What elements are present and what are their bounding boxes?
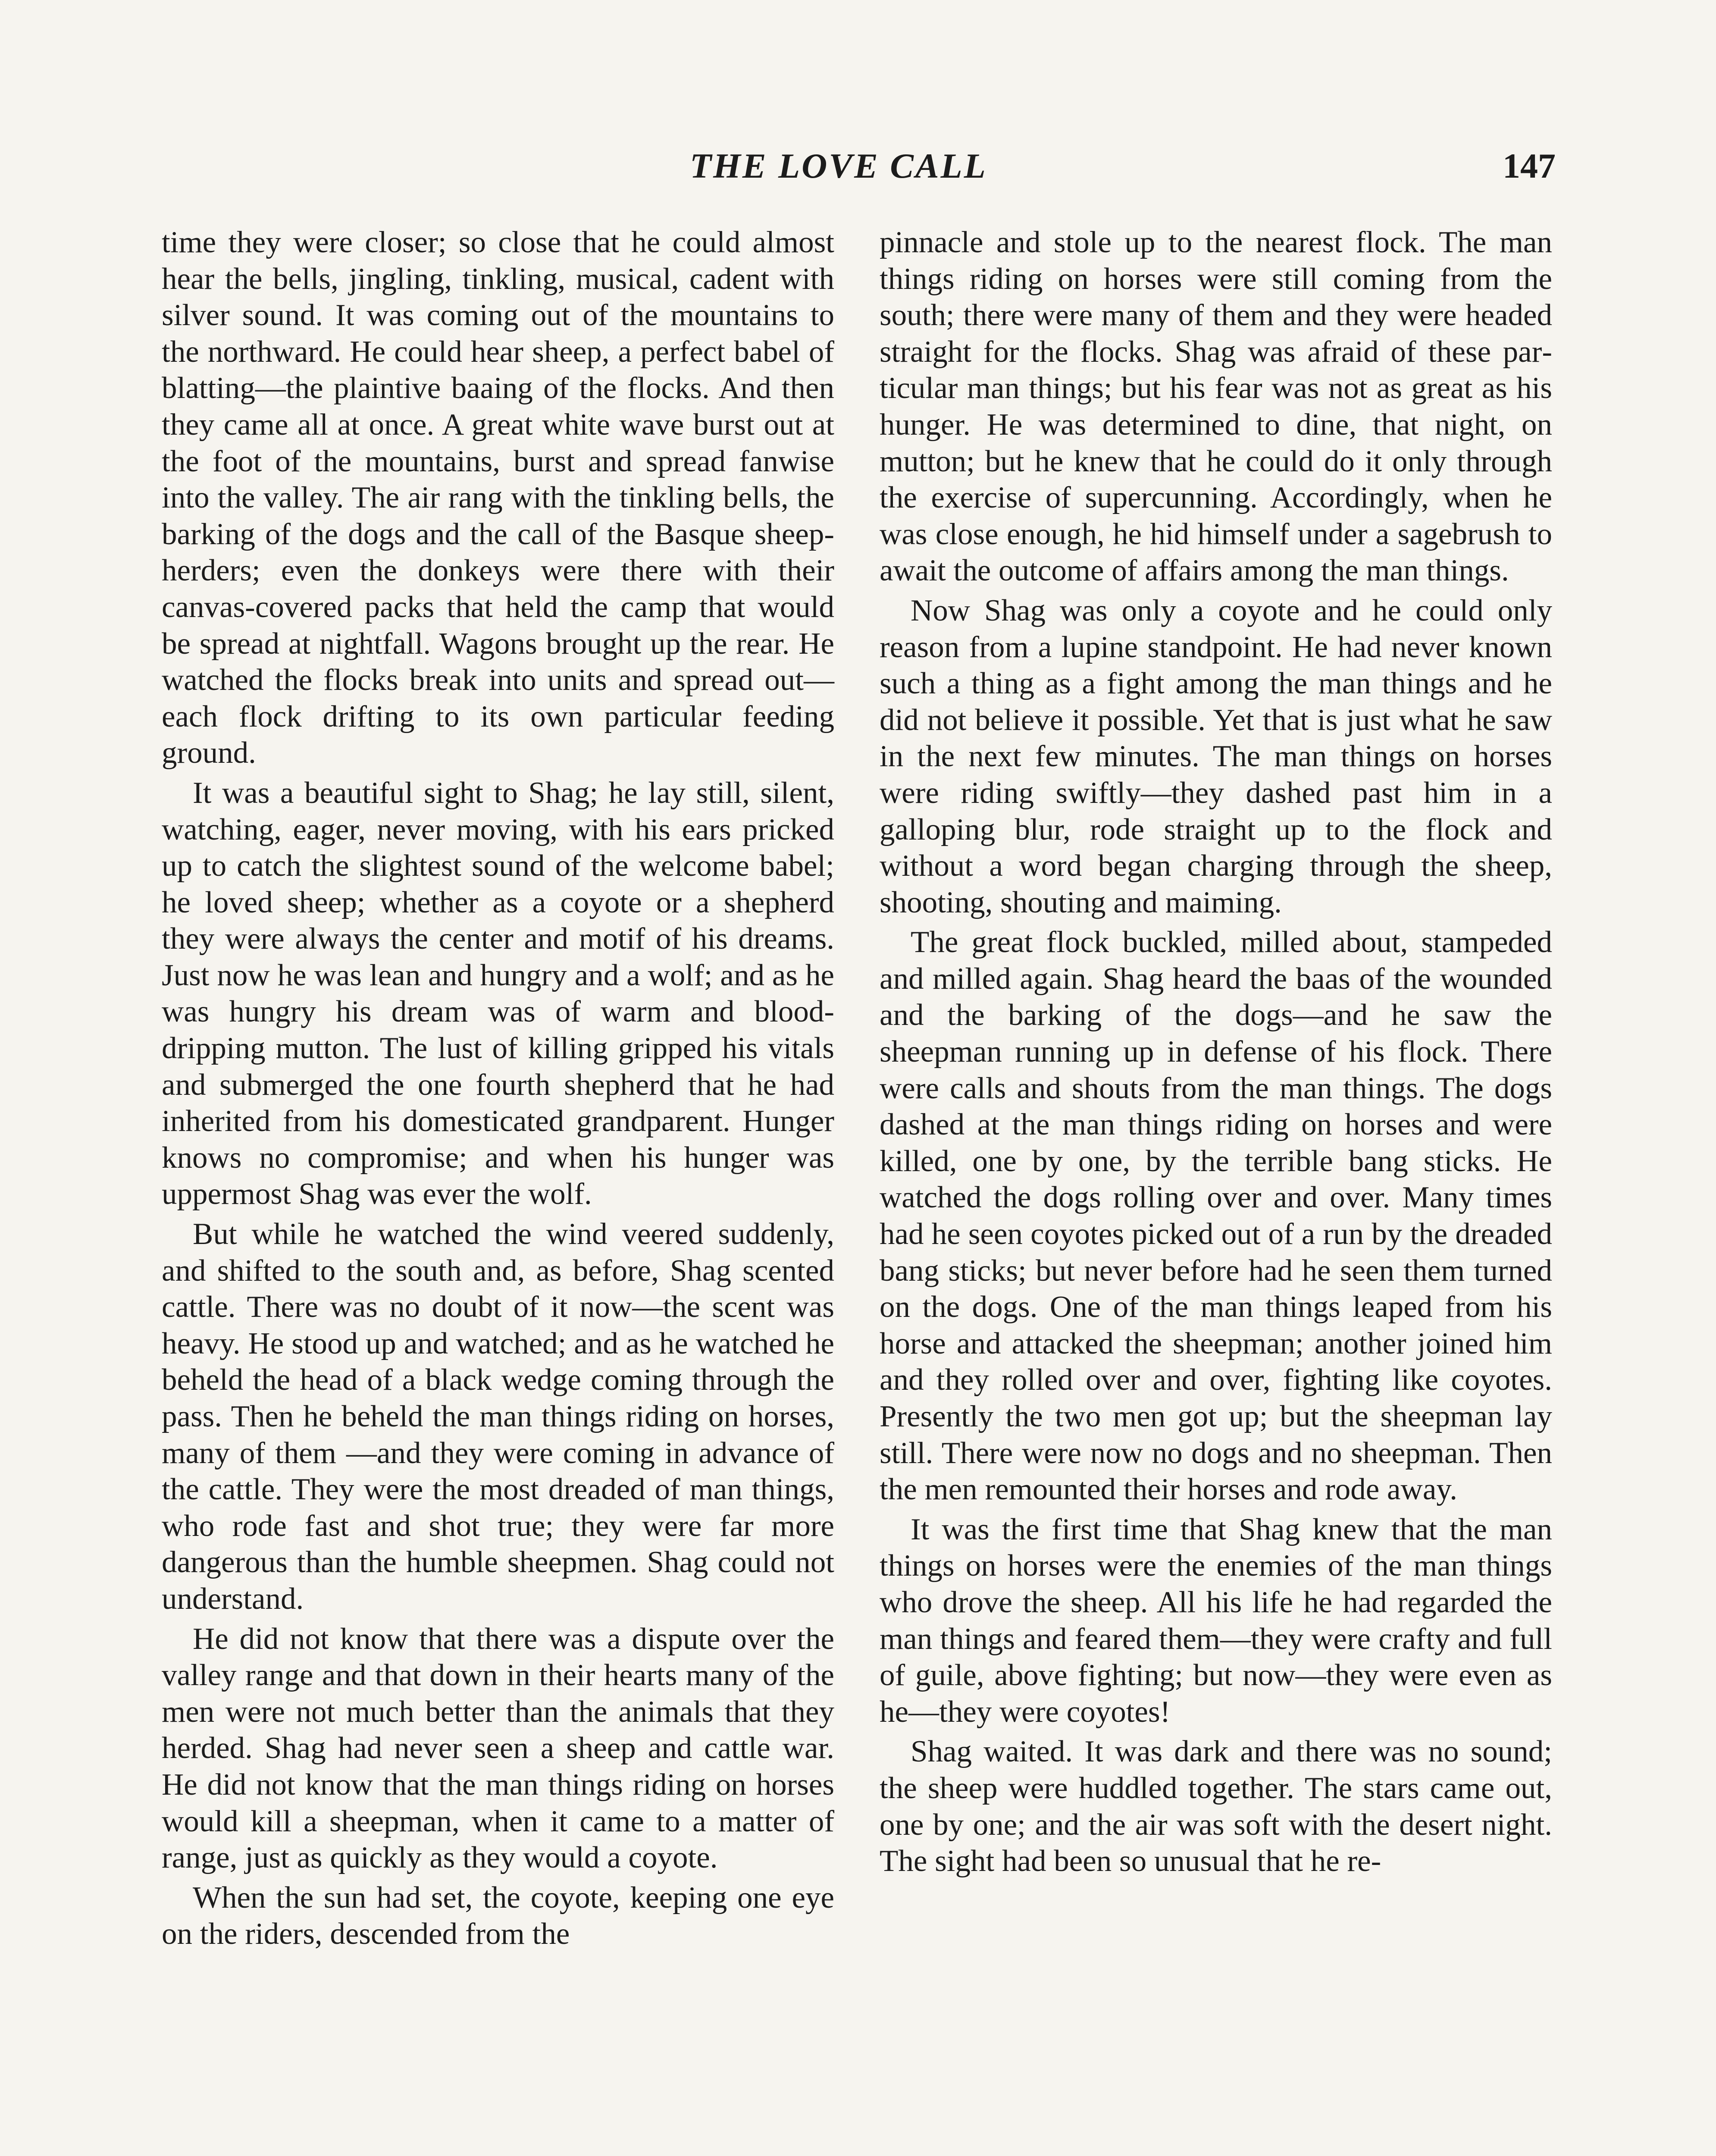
- right-column: [880, 224, 1552, 1883]
- paragraph: Shag waited. It was dark and there was no sound; the sheep were huddled together. The stars came out, one by one; and the air was soft with the desert night. The sight had been so unusual that he re-: [880, 1735, 1552, 1878]
- paragraph: pinnacle and stole up to the nearest flock. The man things riding on horses were still coming from the south; there were many of them and they were headed straight for the flocks. Shag was afraid of these particular man things; but his fear was not as great as his hunger. He was determined to dine, that night, on mutton; but he knew that he could do it only through the exercise of supercunning. Accordingly, when he was close enough, he hid himself under a sagebrush to await the outcome of affairs among the man things.: [880, 226, 1552, 588]
- paragraph: time they were closer; so close that he could almost hear the bells, jingling, tinkling, musical, cadent with silver sound. It was coming out of the mountains to the northward. He could hear sheep, a perfect babel of blatting—the plaintive baaing of the flocks. And then they came all at once. A great white wave burst out at the foot of the mountains, burst and spread fanwise into the valley. The air rang with the tinkling bells, the barking of the dogs and the call of the Basque sheep-herders; even the donkeys were there with their canvas-covered packs that held the camp that would be spread at nightfall. Wagons brought up the rear. He watched the flocks break into units and spread out—each flock drifting to its own particular feeding ground.: [162, 226, 834, 770]
- running-title: THE LOVE CALL: [690, 146, 987, 185]
- left-column: [162, 224, 834, 1956]
- paragraph: It was a beautiful sight to Shag; he lay still, silent, watching, eager, never moving, with his ears pricked up to catch the slightest sound of the welcome babel; he loved sheep; whether as a coyote or a shepherd they were always the center and motif of his dreams. Just now he was lean and hungry and a wolf; and as he was hungry his dream was of warm and blood-dripping mutton. The lust of killing gripped his vitals and submerged the one fourth shepherd that he had inherited from his domesticated grandparent. Hunger knows no compromise; and when his hunger was uppermost Shag was ever the wolf.: [162, 776, 834, 1211]
- paragraph: He did not know that there was a dispute over the valley range and that down in their hearts many of the men were not much better than the animals that they herded. Shag had never seen a sheep and cattle war. He did not know that the man things riding on horses would kill a sheepman, when it came to a matter of range, just as quickly as they would a coyote.: [162, 1622, 834, 1875]
- paragraph: Now Shag was only a coyote and he could only reason from a lupine standpoint. He had never known such a thing as a fight among the man things and he did not believe it possible. Yet that is just what he saw in the next few minutes. The man things on horses were riding swiftly—they dashed past him in a galloping blur, rode straight up to the flock and without a word began charging through the sheep, shooting, shouting and maiming.: [880, 593, 1552, 919]
- paragraph: It was the first time that Shag knew that the man things on horses were the enemies of the man things who drove the sheep. All his life he had regarded the man things and feared them—they were crafty and full of guile, above fighting; but now—they were even as he—they were coyotes!: [880, 1512, 1552, 1729]
- page-number: 147: [1503, 146, 1556, 185]
- paragraph: When the sun had set, the coyote, keeping one eye on the riders, descended from the: [162, 1880, 834, 1951]
- paragraph: But while he watched the wind veered suddenly, and shifted to the south and, as before, Shag scented cattle. There was no doubt of it now—the scent was heavy. He stood up and watched; and as he watched he beheld the head of a black wedge coming through the pass. Then he beheld the man things riding on horses, many of them —and they were coming in advance of the cattle. They were the most dreaded of man things, who rode fast and shot true; they were far more dangerous than the humble sheepmen. Shag could not understand.: [162, 1217, 834, 1616]
- page-header: [0, 142, 1716, 190]
- paragraph: The great flock buckled, milled about, stampeded and milled again. Shag heard the baas of the wounded and the barking of the dogs—and he saw the sheepman running up in defense of his flock. There were calls and shouts from the man things. The dogs dashed at the man things riding on horses and were killed, one by one, by the terrible bang sticks. He watched the dogs rolling over and over. Many times had he seen coyotes picked out of a run by the dreaded bang sticks; but never before had he seen them turned on the dogs. One of the man things leaped from his horse and attacked the sheepman; another joined him and they rolled over and over, fighting like coyotes. Presently the two men got up; but the sheepman lay still. There were now no dogs and no sheepman. Then the men remounted their horses and rode away.: [880, 925, 1552, 1507]
